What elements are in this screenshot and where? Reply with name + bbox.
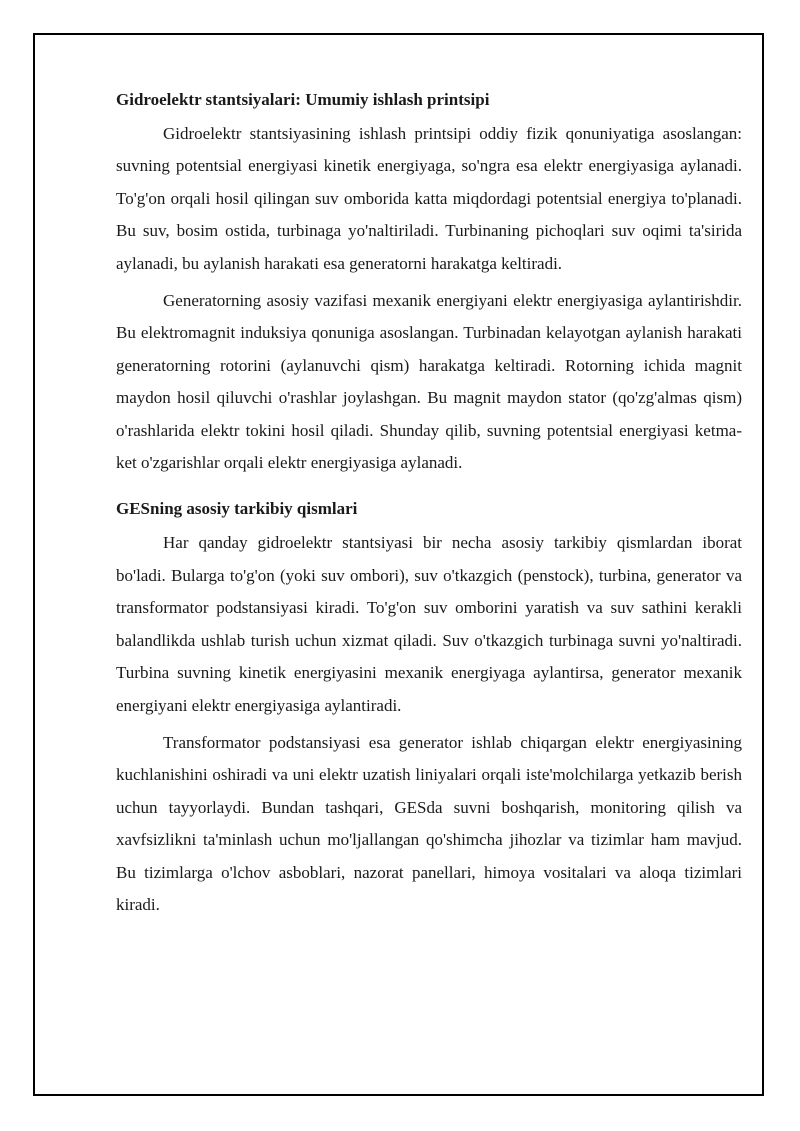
paragraph: Har qanday gidroelektr stantsiyasi bir necha asosiy tarkibiy qismlardan iborat bo'ladi. Bularga to'g'on (yoki suv ombori), suv o'tkazgich (penstock), turbina, generator va transformator podstansiyasi kiradi. To'g'on suv omborini yaratish va suv sathini kerakli balandlikda ushlab turish uchun xizmat qiladi. Suv o'tkazgich turbinaga suvni yo'naltiradi. Turbina suvning kinetik energiyasini mexanik energiyaga aylantirsa, generator mexanik energiyani elektr energiyasiga aylantiradi. (116, 533, 742, 715)
paragraph: Gidroelektr stantsiyasining ishlash printsipi oddiy fizik qonuniyatiga asoslangan: suvning potentsial energiyasi kinetik energiyaga, so'ngra esa elektr energiyasiga aylanadi. To'g'on orqali hosil qilingan suv omborida katta miqdordagi potentsial energiya to'planadi. Bu suv, bosim ostida, turbinaga yo'naltiriladi. Turbinaning pichoqlari suv oqimi ta'sirida aylanadi, bu aylanish harakati esa generatorni harakatga keltiradi. (116, 124, 742, 273)
paragraph: Generatorning asosiy vazifasi mexanik energiyani elektr energiyasiga aylantirishdir. Bu elektromagnit induksiya qonuniga asoslangan. Turbinadan kelayotgan aylanish harakati generatorning rotorini (aylanuvchi qism) harakatga keltiradi. Rotorning ichida magnit maydon hosil qiluvchi o'rashlar joylashgan. Bu magnit maydon stator (qo'zg'almas qism) o'rashlarida elektr tokini hosil qiladi. Shunday qilib, suvning potentsial energiyasi ketma-ket o'zgarishlar orqali elektr energiyasiga aylanadi. (116, 291, 742, 473)
document-body (116, 88, 742, 926)
paragraph: Transformator podstansiyasi esa generator ishlab chiqargan elektr energiyasining kuchlanishini oshiradi va uni elektr uzatish liniyalari orqali iste'molchilarga yetkazib berish uchun tayyorlaydi. Bundan tashqari, GESda suvni boshqarish, monitoring qilish va xavfsizlikni ta'minlash uchun mo'ljallangan qo'shimcha jihozlar va tizimlar ham mavjud. Bu tizimlarga o'lchov asboblari, nazorat panellari, himoya vositalari va aloqa tizimlari kiradi. (116, 732, 742, 914)
section-heading: GESning asosiy tarkibiy qismlari (116, 499, 358, 519)
section-heading: Gidroelektr stantsiyalari: Umumiy ishlash printsipi (116, 90, 490, 109)
